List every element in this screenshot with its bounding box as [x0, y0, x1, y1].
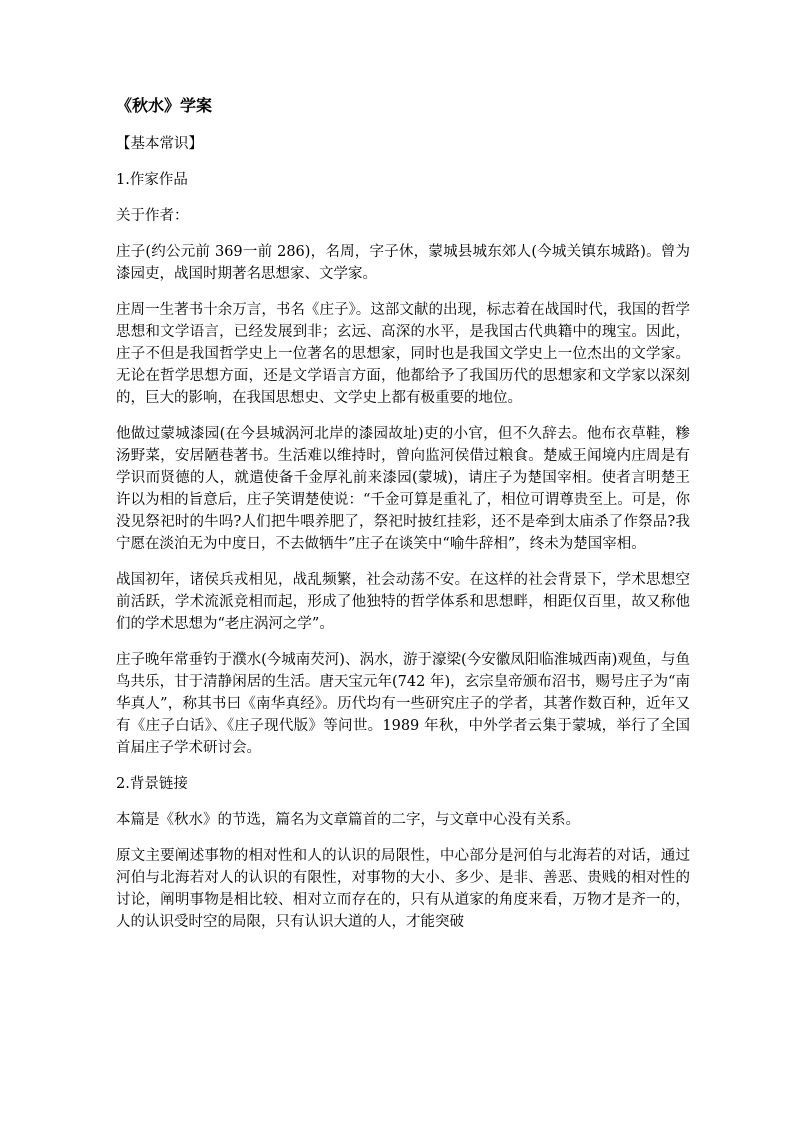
item-heading-background: 2.背景链接	[116, 776, 188, 792]
paragraph-main-idea: 原文主要阐述事物的相对性和人的认识的局限性，中心部分是河伯与北海若的对话，通过河伯与北海若对人的认识的有限性，对事物的大小、多少、是非、善恶、贵贱的相对性的讨论，阐明事物是相比较、相对立而存在的，只有从道家的角度来看，万物才是齐一的，人的认识受时空的局限，只有认识大道的人，才能突破	[116, 848, 690, 930]
item-heading-author-works: 1.作家作品	[116, 172, 188, 188]
document-content	[116, 93, 690, 947]
document-title: 《秋水》学案	[116, 96, 213, 115]
paragraph-excerpt-note: 本篇是《秋水》的节选，篇名为文章篇首的二字，与文章中心没有关系。	[116, 812, 580, 828]
paragraph-official-life: 他做过蒙城漆园(在今县城涡河北岸的漆园故址)吏的小官，但不久辞去。他布衣草鞋，糁汤野菜，安居陋巷著书。生活难以维持时，曾向监河侯借过粮食。楚威王闻境内庄周是有学识而贤德的人，就遣使备千金厚礼前来漆园(蒙城)，请庄子为楚国宰相。使者言明楚王许以为相的旨意后，庄子笑谓楚使说：“千金可算是重礼了，相位可谓尊贵至上。可是，你没见祭祀时的牛吗?人们把牛喂养肥了，祭祀时披红挂彩，还不是牵到太庙杀了作祭品?我宁愿在淡泊无为中度日，不去做牺牛”庄子在谈笑中“喻牛辞相”，终未为楚国宰相。	[116, 426, 690, 552]
paragraph-later-years: 庄子晚年常垂钓于濮水(今城南芡河)、涡水，游于濠梁(今安徽凤阳临淮城西南)观鱼，与鱼鸟共乐，甘于清静闲居的生活。唐天宝元年(742 年)，玄宗皇帝颁布沼书，赐号庄子为“南华真人”，称其书曰《南华真经》。历代均有一些研究庄子的学者，其著作数百种，近年又有《庄子白话》、《庄子现代版》等问世。1989 年秋，中外学者云集于蒙城，举行了全国首届庄子学术研讨会。	[116, 652, 690, 756]
paragraph-author-intro: 庄子(约公元前 369一前 286)，名周，字子休，蒙城县城东郊人(今城关镇东城路)。曾为漆园吏，战国时期著名思想家、文学家。	[116, 244, 690, 282]
paragraph-historical-context: 战国初年，诸侯兵戎相见，战乱频繁，社会动荡不安。在这样的社会背景下，学术思想空前活跃，学术流派竞相而起，形成了他独特的哲学体系和思想畔，相距仅百里，故又称他们的学术思想为“老庄涡河之学”。	[116, 572, 690, 632]
section-heading-basic: 【基本常识】	[116, 136, 203, 152]
paragraph-zhuangzi-book: 庄周一生著书十余万言，书名《庄子》。这部文献的出现，标志着在战国时代，我国的哲学思想和文学语言，已经发展到非；玄远、高深的水平，是我国古代典籍中的瑰宝。因此，庄子不但是我国哲学史上一位著名的思想家，同时也是我国文学史上一位杰出的文学家。无论在哲学思想方面，还是文学语言方面，他都给予了我国历代的思想家和文学家以深刻的，巨大的影响，在我国思想史、文学史上都有极重要的地位。	[116, 302, 690, 406]
about-author-label: 关于作者：	[116, 208, 189, 224]
